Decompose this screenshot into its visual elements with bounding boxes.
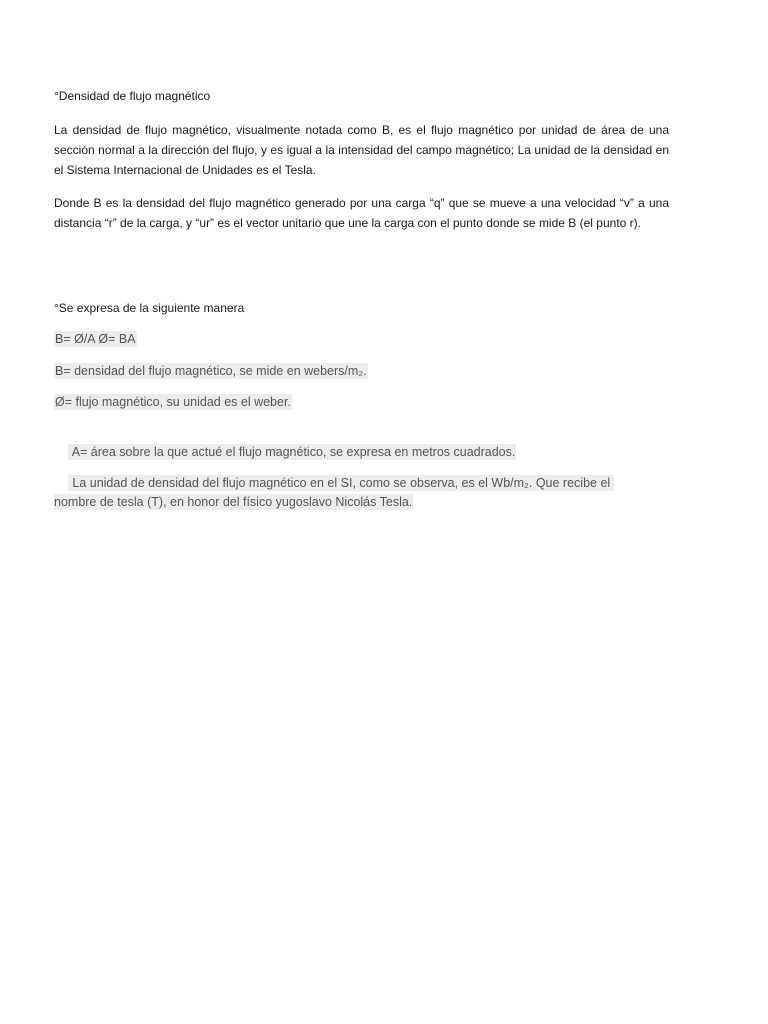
conclusion-paragraph [54,455,634,531]
paragraph-text: Donde B es la densidad del flujo magnético generado por una carga “q” que se mueve a una velocidad “v” a una distancia “r” de la carga, y “ur” es el vector unitario que une la carga con el punto donde se mide B (el punto r). [54,196,669,230]
definition-paragraph [54,120,669,180]
conclusion-text: La unidad de densidad del flujo magnético en el SI, como se observa, es el Wb/m₂. Que recibe el nombre de tesla (T), en honor del físico yugoslavo Nicolás Tesla. [54,476,614,509]
definition-b-text: B= densidad del flujo magnético, se mide en webers/m₂. [55,364,367,378]
formula-line [54,330,137,349]
definition-a-text: A= área sobre la que actué el flujo magnético, se expresa en metros cuadrados. [68,445,516,459]
section-heading-magnetic-flux-density: °Densidad de flujo magnético [54,89,211,103]
section-heading-expression: °Se expresa de la siguiente manera [54,301,245,315]
explanation-paragraph [54,193,669,233]
definition-b-line [54,362,368,381]
formula-text: B= Ø/A Ø= BA [55,332,136,346]
paragraph-text: La densidad de flujo magnético, visualmente notada como B, es el flujo magnético por unidad de área de una sección normal a la dirección del flujo, y es igual a la intensidad del campo magnético; La unidad de la densidad en el Sistema Internacional de Unidades es el Tesla. [54,123,669,177]
definition-phi-line [54,393,292,412]
definition-phi-text: Ø= flujo magnético, su unidad es el weber. [55,395,291,409]
